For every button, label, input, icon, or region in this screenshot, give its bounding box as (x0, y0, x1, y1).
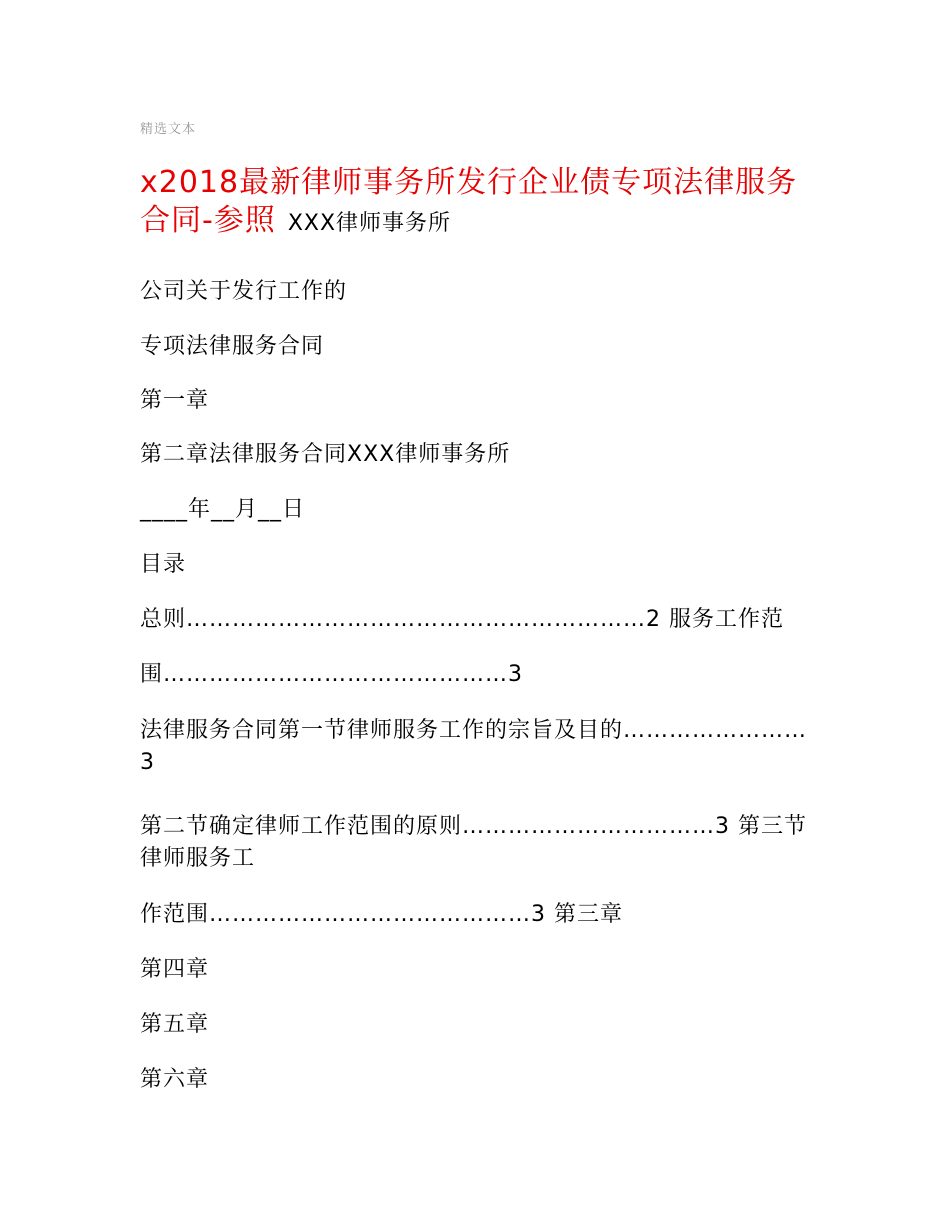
toc-entry: 第二节确定律师工作范围的原则……………………………3 第三节律师服务工 (140, 814, 807, 871)
title-firm-name: XXX律师事务所 (287, 211, 452, 236)
toc-heading: 目录 (140, 552, 187, 577)
document-title (140, 164, 820, 243)
chapter-five-line: 第五章 (140, 1012, 210, 1037)
contract-name-line: 专项法律服务合同 (140, 334, 325, 359)
chapter-one-line: 第一章 (140, 388, 210, 413)
toc-entry: 作范围……………………………………3 第三章 (140, 902, 623, 927)
toc-entry: 法律服务合同第一节律师服务工作的宗旨及目的……………………3 (140, 718, 808, 775)
company-issuance-line: 公司关于发行工作的 (140, 279, 348, 304)
header-watermark: 精选文本 (140, 122, 197, 137)
chapter-two-line: 第二章法律服务合同XXX律师事务所 (140, 442, 511, 467)
chapter-four-line: 第四章 (140, 957, 210, 982)
toc-entry: 围………………………………………3 (140, 662, 523, 687)
toc-entry: 总则……………………………………………………2 服务工作范 (140, 607, 784, 632)
date-line: ____年__月__日 (140, 497, 306, 522)
title-main: x2018最新律师事务所发行企业债专项法律服务合同-参照 (140, 165, 798, 238)
chapter-six-line: 第六章 (140, 1067, 210, 1092)
